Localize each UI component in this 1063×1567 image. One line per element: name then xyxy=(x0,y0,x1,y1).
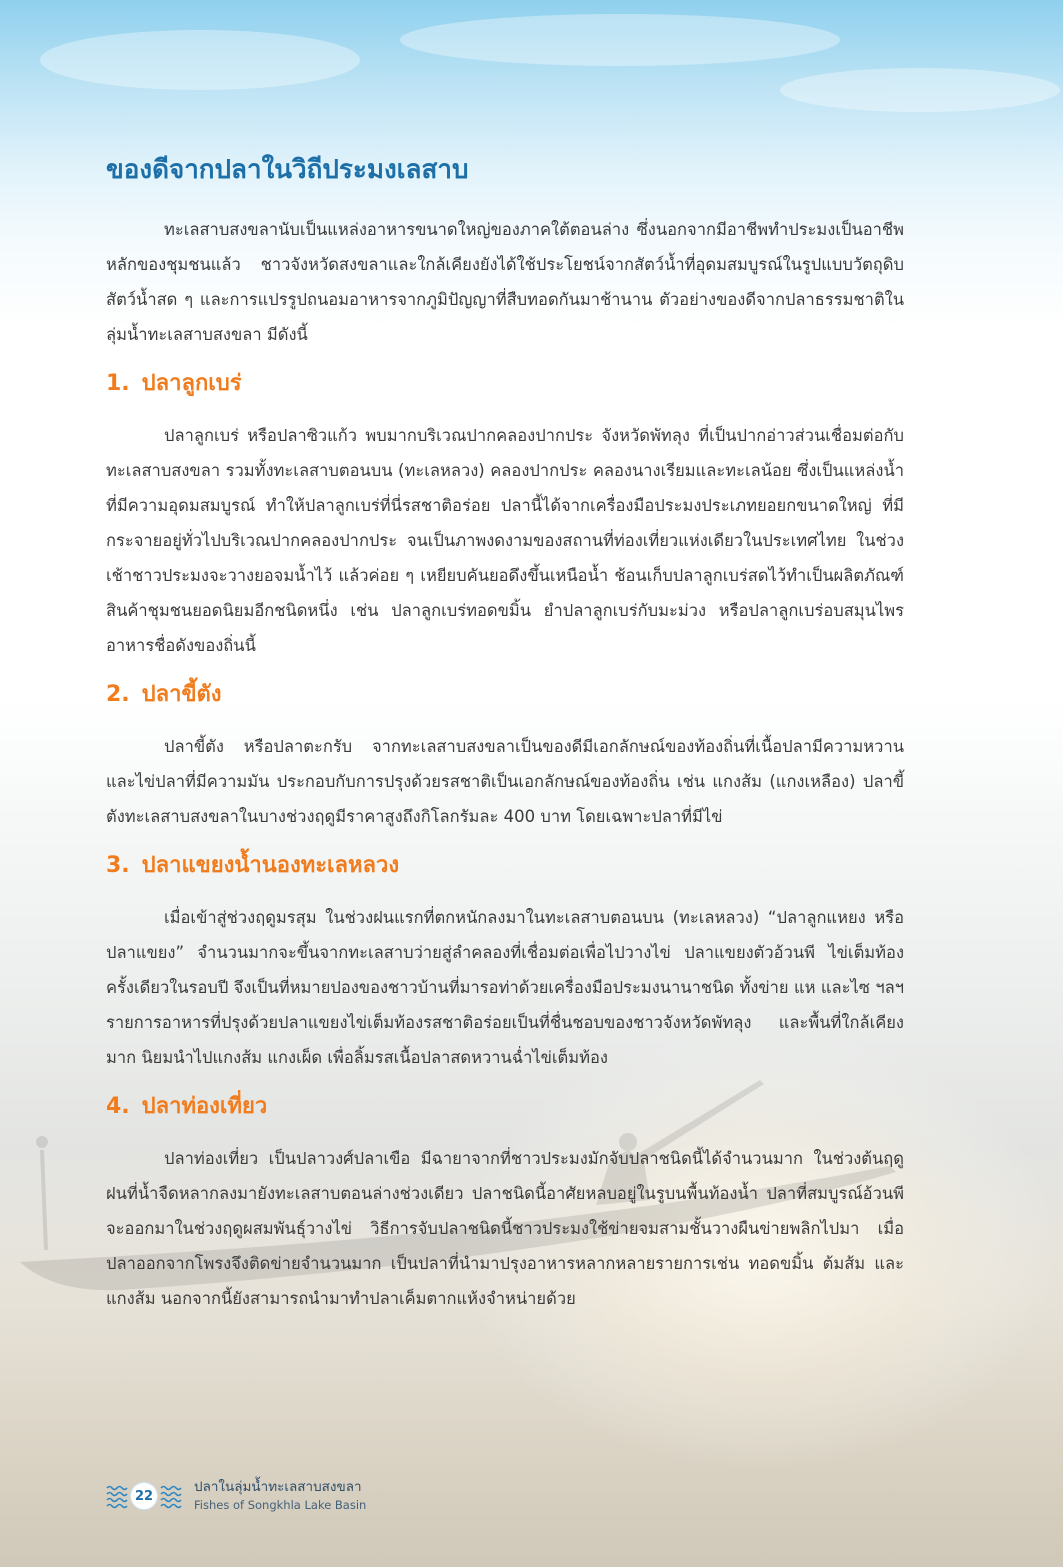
waves-icon xyxy=(160,1481,182,1511)
article xyxy=(106,150,904,1316)
section-3 xyxy=(106,846,904,1075)
section-4 xyxy=(106,1087,904,1316)
page-number: 22 xyxy=(130,1482,158,1510)
section-heading xyxy=(106,846,904,886)
page-title: ของดีจากปลาในวิถีประมงเลสาบ xyxy=(106,155,469,185)
section-title: ปลาท่องเที่ยว xyxy=(141,1094,268,1119)
page-footer xyxy=(106,1476,366,1516)
footer-book-title xyxy=(194,1478,366,1514)
footer-title-thai: ปลาในลุ่มน้ำทะเลสาบสงขลา xyxy=(194,1479,362,1495)
section-body: ปลาลูกเบร่ หรือปลาซิวแก้ว พบมากบริเวณปากคลองปากประ จังหวัดพัทลุง ที่เป็นปากอ่าวส่วนเชื่อมต่อกับทะเลสาบสงขลา รวมทั้งทะเลสาบตอนบน (ทะเลหลวง) คลองปากประ คลองนางเรียมและทะเลน้อย ซึ่งเป็นแหล่งน้ำที่มีความอุดมสมบูรณ์ ทำให้ปลาลูกเบร่ที่นี่รสชาติอร่อย ปลานี้ได้จากเครื่องมือประมงประเภทยอยกขนาดใหญ่ ที่มีกระจายอยู่ทั่วไปบริเวณปากคลองปากประ จนเป็นภาพงดงามของสถานที่ท่องเที่ยวแห่งเดียวในประเทศไทย ในช่วงเช้าชาวประมงจะวางยอจมน้ำไว้ แล้วค่อย ๆ เหยียบคันยอดึงขึ้นเหนือน้ำ ช้อนเก็บปลาลูกเบร่สดไว้ทำเป็นผลิตภัณฑ์สินค้าชุมชนยอดนิยมอีกชนิดหนึ่ง เช่น ปลาลูกเบร่ทอดขมิ้น ยำปลาลูกเบร่กับมะม่วง หรือปลาลูกเบร่อบสมุนไพร อาหารชื่อดังของถิ่นนี้ xyxy=(106,426,904,655)
sky-clouds xyxy=(40,14,1060,112)
section-body: ปลาท่องเที่ยว เป็นปลาวงศ์ปลาเขือ มีฉายาจากที่ชาวประมงมักจับปลาชนิดนี้ได้จำนวนมาก ในช่วงต้นฤดูฝนที่น้ำจืดหลากลงมายังทะเลสาบตอนล่างช่วงเดียว ปลาชนิดนี้อาศัยหลบอยู่ในรูบนพื้นท้องน้ำ ปลาที่สมบูรณ์อ้วนพีจะออกมาในช่วงฤดูผสมพันธุ์วางไข่ วิธีการจับปลาชนิดนี้ชาวประมงใช้ข่ายจมสามชั้นวางผืนข่ายพลิกไปมา เมื่อปลาออกจากโพรงจึงติดข่ายจำนวนมาก เป็นปลาที่นำมาปรุงอาหารหลากหลายรายการเช่น ทอดขมิ้น ต้มส้ม และแกงส้ม นอกจากนี้ยังสามารถนำมาทำปลาเค็มตากแห้งจำหน่ายด้วย xyxy=(106,1149,904,1308)
section-heading xyxy=(106,364,904,404)
section-body: เมื่อเข้าสู่ช่วงฤดูมรสุม ในช่วงฝนแรกที่ตกหนักลงมาในทะเลสาบตอนบน (ทะเลหลวง) “ปลาลูกแหยง หรือ ปลาแขยง” จำนวนมากจะขึ้นจากทะเลสาบว่ายสู่ลำคลองที่เชื่อมต่อเพื่อไปวางไข่ ปลาแขยงตัวอ้วนพี ไข่เต็มท้องครั้งเดียวในรอบปี จึงเป็นที่หมายปองของชาวบ้านที่มารอท่าด้วยเครื่องมือประมงนานาชนิด ทั้งข่าย แห และไซ ฯลฯ รายการอาหารที่ปรุงด้วยปลาแขยงไข่เต็มท้องรสชาติอร่อยเป็นที่ชื่นชอบของชาวจังหวัดพัทลุง และพื้นที่ใกล้เคียงมาก นิยมนำไปแกงส้ม แกงเผ็ด เพื่อลิ้มรสเนื้อปลาสดหวานฉ่ำไข่เต็มท้อง xyxy=(106,908,904,1067)
section-2 xyxy=(106,675,904,834)
section-1 xyxy=(106,364,904,663)
section-number: 1. xyxy=(106,371,130,396)
section-heading xyxy=(106,1087,904,1127)
section-number: 2. xyxy=(106,682,130,707)
section-heading xyxy=(106,675,904,715)
section-title: ปลาลูกเบร่ xyxy=(141,371,242,396)
section-number: 3. xyxy=(106,853,130,878)
section-number: 4. xyxy=(106,1094,130,1119)
section-title: ปลาขี้ตัง xyxy=(141,682,222,707)
section-body: ปลาขี้ตัง หรือปลาตะกรับ จากทะเลสาบสงขลาเป็นของดีมีเอกลักษณ์ของท้องถิ่นที่เนื้อปลามีความหวาน และไข่ปลาที่มีความมัน ประกอบกับการปรุงด้วยรสชาติเป็นเอกลักษณ์ของท้องถิ่น เช่น แกงส้ม (แกงเหลือง) ปลาขี้ตังทะเลสาบสงขลาในบางช่วงฤดูมีราคาสูงถึงกิโลกรัมละ 400 บาท โดยเฉพาะปลาที่มีไข่ xyxy=(106,737,904,826)
footer-title-english: Fishes of Songkhla Lake Basin xyxy=(194,1498,367,1512)
section-title: ปลาแขยงน้ำนองทะเลหลวง xyxy=(141,853,400,878)
intro-paragraph: ทะเลสาบสงขลานับเป็นแหล่งอาหารขนาดใหญ่ของภาคใต้ตอนล่าง ซึ่งนอกจากมีอาชีพทำประมงเป็นอาชีพหลักของชุมชนแล้ว ชาวจังหวัดสงขลาและใกล้เคียงยังได้ใช้ประโยชน์จากสัตว์น้ำที่อุดมสมบูรณ์ในรูปแบบวัตถุดิบสัตว์น้ำสด ๆ และการแปรรูปถนอมอาหารจากภูมิปัญญาที่สืบทอดกันมาช้านาน ตัวอย่างของดีจากปลาธรรมชาติในลุ่มน้ำทะเลสาบสงขลา มีดังนี้ xyxy=(106,220,904,344)
waves-icon xyxy=(106,1481,128,1511)
